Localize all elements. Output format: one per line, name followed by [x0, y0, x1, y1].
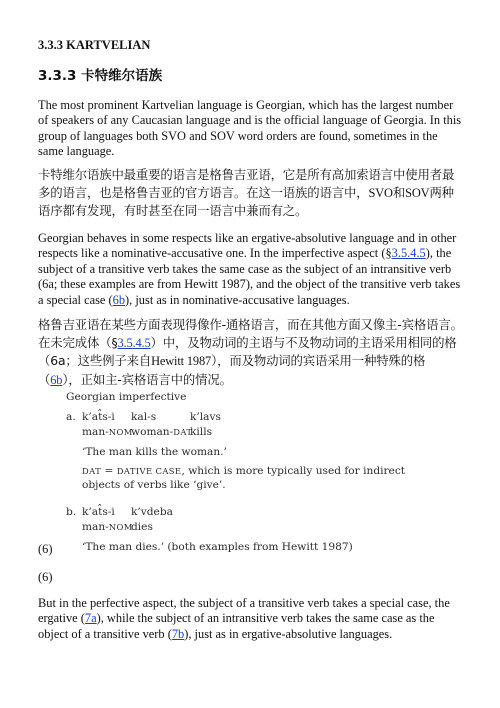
example-a-gloss-3: kills	[190, 426, 213, 438]
paragraph-2-zh-text-2: ）中，及物动词的主语与不及物动词的主语采用相同的格（6a；这些例子来自	[38, 334, 457, 368]
paragraph-1-zh	[38, 166, 463, 220]
example-title: Georgian imperfective	[66, 391, 187, 403]
example-a-translation: ‘The man kills the woman.’	[82, 446, 227, 458]
example-a-gloss-2	[131, 425, 192, 439]
paragraph-2-en-text-2: ), the subject of a transitive verb takes the same case as the subject of an intransitive verb (6a; these examples are from Hewitt 1987), and the object of the transitive verb takes a special case (	[38, 246, 461, 307]
gloss-stem: man-	[82, 521, 109, 533]
link-example-7b[interactable]: 7b	[171, 626, 185, 641]
section-heading-zh: 3.3.3 卡特维尔语族	[38, 68, 163, 84]
example-a-word-2: kal-s	[131, 411, 157, 423]
gloss-stem: man-	[82, 426, 109, 438]
conjunction: 和	[392, 184, 406, 200]
link-example-6b-zh[interactable]: 6b	[50, 372, 63, 387]
example-a-label: a.	[66, 411, 76, 423]
link-section-3-5-4-5-zh[interactable]: 3.5.4.5	[117, 335, 151, 350]
link-section-3-5-4-5[interactable]: 3.5.4.5	[391, 246, 426, 261]
svo-term: SVO	[368, 185, 393, 200]
gloss-stem: woman-	[131, 426, 174, 438]
paragraph-1-zh-text-a: 卡特维尔语族中最重要的语言是格鲁吉亚语，它是所有高加索语言中使用者最多的语言，也是格鲁吉亚的官方语言。在这一语族的语言中，	[38, 167, 455, 200]
example-number-repeat: (6)	[38, 570, 53, 584]
example-b-gloss-1	[82, 520, 133, 534]
sov-term: SOV	[405, 185, 430, 200]
link-example-6b[interactable]: 6b	[112, 292, 126, 307]
paragraph-2-zh-text-4: ），正如主-宾格语言中的情况。	[62, 371, 232, 387]
paragraph-2-zh-text-1: 格鲁吉亚语在某些方面表现得像作-通格语言，而在其他方面又像主-宾格语言。在未完成体（§	[38, 317, 463, 350]
citation-hewitt: Hewitt 1987	[151, 354, 212, 368]
paragraph-1-zh-text-b: 两种语序都有发现，有时甚至在同一语言中兼而有之。	[38, 184, 454, 218]
section-heading-en: 3.3.3 KARTVELIAN	[38, 38, 151, 52]
gloss-case: NOM	[108, 427, 133, 437]
paragraph-3-en	[38, 596, 463, 642]
example-b-word-2: k’vdeba	[131, 506, 173, 518]
paragraph-3-en-text-3: ), just as in ergative-absolutive languages.	[184, 626, 393, 641]
paragraph-2-zh-text-3: ），而及物动词的宾语采用一种特殊的格（	[38, 353, 426, 387]
paragraph-2-en-text-3: ), just as in nominative-accusative languages.	[125, 292, 350, 307]
paragraph-2-en-text-1: Georgian behaves in some respects like an ergative-absolutive language and in other respects like a nominative-accusative one. In the imperfective aspect (§	[38, 231, 457, 261]
gloss-case: DAT	[173, 427, 193, 437]
paragraph-2-zh	[38, 316, 463, 389]
example-b-translation: ‘The man dies.’ (both examples from Hewitt 1987)	[82, 541, 353, 553]
example-a-word-1: k’at̂s-i	[82, 411, 115, 423]
paragraph-3-en-text-2: ), while the subject of an intransitive verb takes the same case as the object of a transitive verb (	[38, 611, 435, 641]
example-b-label: b.	[66, 506, 77, 518]
example-b-gloss-2: dies	[131, 521, 153, 533]
example-note	[82, 464, 422, 492]
paragraph-1-en: The most prominent Kartvelian language is Georgian, which has the largest number of speakers of any Caucasian language and is the official language of Georgia. In this group of languages both SVO and SOV word orders are found, sometimes in the same language.	[38, 98, 462, 159]
example-a-gloss-1	[82, 425, 133, 439]
gloss-case: NOM	[108, 522, 133, 532]
paragraph-2-en	[38, 231, 463, 308]
paragraph-3-en-text-1: But in the perfective aspect, the subject of a transitive verb takes a special case, the ergative (	[38, 596, 450, 626]
note-text: , which is more typically used for indirect objects of verbs like ‘give’.	[82, 465, 406, 491]
note-expansion: DATIVE CASE	[116, 466, 182, 476]
example-number: (6)	[38, 542, 53, 556]
example-a-word-3: k’lavs	[190, 411, 221, 423]
example-b-word-1: k’at̂s-i	[82, 506, 115, 518]
link-example-7a[interactable]: 7a	[84, 611, 97, 626]
note-abbrev: DAT	[82, 466, 102, 476]
note-equals: =	[101, 465, 117, 477]
